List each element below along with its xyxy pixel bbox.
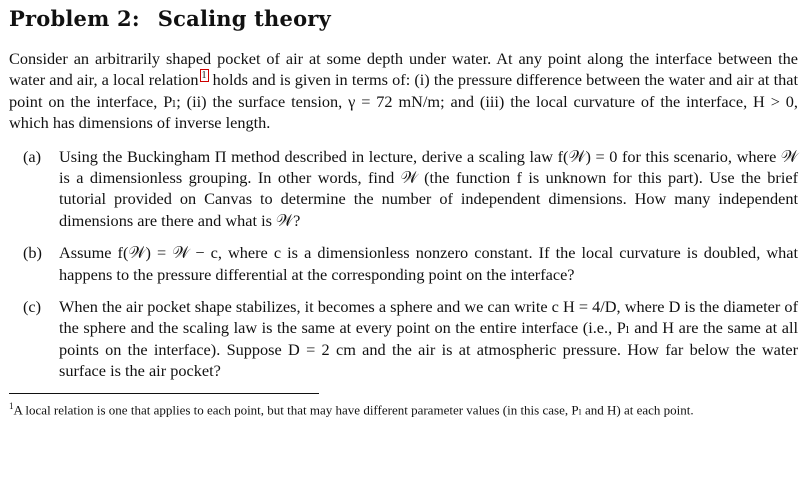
- footnote-link[interactable]: 1: [201, 70, 207, 82]
- subquestion-b: [23, 242, 798, 285]
- subquestion-c: [23, 296, 798, 382]
- footnote-divider: [9, 393, 319, 394]
- subquestion-list: [9, 146, 798, 382]
- problem-intro: [9, 48, 798, 134]
- intro-text-start: Consider an arbitrarily shaped pocket of air at some depth under water. At any point along the interface between the water and air, a local relation: [9, 49, 798, 90]
- subquestion-text: When the air pocket shape stabilizes, it becomes a sphere and we can write c H = 4/D, where D is the diameter of the sphere and the scaling law is the same at every point on the entire interface (i.e., Pₗ and H are the same at all points on the interface). Suppose D = 2 cm and the air is at atmospheric pressure. How far below the water surface is the air pocket?: [59, 297, 798, 381]
- footnote-mark: 1: [9, 400, 14, 411]
- subquestion-label: (c): [23, 297, 42, 317]
- problem-heading: [9, 6, 798, 31]
- subquestion-text: Using the Buckingham Π method described in lecture, derive a scaling law f(𝒲) = 0 for this scenario, where 𝒲 is a dimensionless grouping. In other words, find 𝒲 (the function f is unknown for this part). Use the brief tutorial provided on Canvas to determine the number of independent dimensions. How many independent dimensions are there and what is 𝒲?: [59, 146, 798, 230]
- subquestion-text: Assume f(𝒲) = 𝒲 − c, where c is a dimensionless nonzero constant. If the local curvature is doubled, what happens to the pressure differential at the corresponding point on the interface?: [59, 243, 798, 284]
- footnote-text: A local relation is one that applies to each point, but that may have different parameter values (in this case, Pₗ and H) at each point.: [13, 402, 694, 418]
- intro-text-end: holds and is given in terms of: (i) the pressure difference between the water and air at that point on the interface, Pₗ; (ii) the surface tension, γ = 72 mN/m; and (iii) the local curvature of the interface, H > 0, which has dimensions of inverse length.: [9, 70, 799, 133]
- subquestion-label: (a): [23, 146, 42, 166]
- problem-title: Scaling theory: [157, 6, 331, 31]
- footnote: [9, 398, 798, 418]
- subquestion-a: [23, 146, 798, 232]
- subquestion-label: (b): [23, 243, 42, 263]
- problem-number: Problem 2:: [9, 6, 140, 31]
